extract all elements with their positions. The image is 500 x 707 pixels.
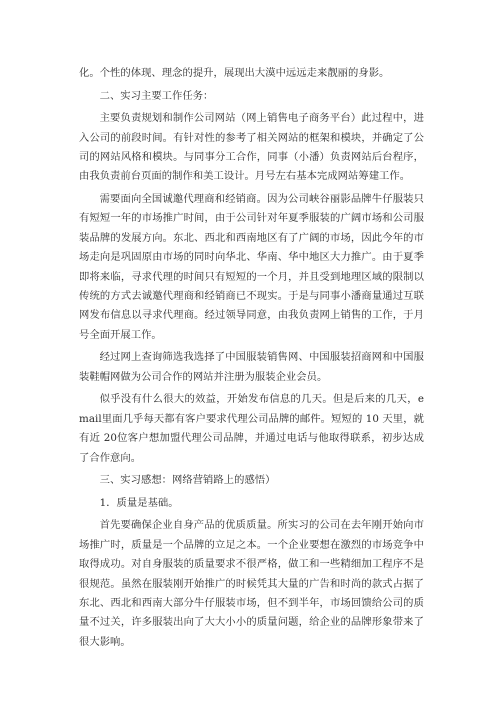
subsection-heading: 1．质量是基础。	[99, 496, 179, 509]
paragraph: 经过网上查询筛选我选择了中国服装销售网、中国服装招商网和中国服装鞋帽网做为公司合作的网站并注册为服装企业会员。	[79, 351, 424, 383]
paragraph: 似乎没有什么很大的效益，开始发布信息的几天。但是后来的几天，email里面几乎每天都有客户要求代理公司品牌的邮件。短短的 10 天里，就有近 20位客户想加盟代理公司品牌，并通过电话与他取得联系，初步达成了合作意向。	[79, 393, 424, 464]
paragraph: 化。个性的体现、理念的提升，展现出大漠中远远走来靓丽的身影。	[79, 67, 390, 79]
paragraph: 需要面向全国诚邀代理商和经销商。因为公司峡谷丽影品牌牛仔服装只有短短一年的市场推广时间，由于公司针对年夏季服装的广阔市场和公司服装品牌的发展方向。东北、西北和西南地区有了广阔的市场，因此今年的市场走向是巩固原由市场的同时向华北、华南、华中地区大力推广。由于夏季即将来临，寻求代理的时间只有短短的一个月，并且受到地理区域的限制以传统的方式去诚邀代理商和经销商已不现实。于是与同事小潘商量通过互联网发布信息以寻求代理商。经过领导同意，由我负责网上销售的工作，于月号全面开展工作。	[79, 193, 424, 341]
paragraph: 主要负责规划和制作公司网站（网上销售电子商务平台）此过程中，进入公司的前段时间。有针对性的参考了相关网站的框架和模块，并确定了公司的网站风格和模块。与同事分工合作，同事（小潘）负责网站后台程序，由我负责前台页面的制作和美工设计。月号左右基本完成网站筹建工作。	[79, 112, 424, 183]
document-body	[79, 64, 424, 655]
paragraph: 首先要确保企业自身产品的优质质量。所实习的公司在去年刚开始向市场推广时，质量是一个品牌的立足之本。一个企业要想在激烈的市场竞争中取得成功。对自身服装的质量要求不很严格，做工和一些精细加工程序不是很规范。虽然在服装刚开始推广的时候凭其大量的广告和时尚的款式占据了东北、西北和西南大部分牛仔服装市场，但不到半年，市场回馈给公司的质量不过关，许多服装出向了大大小小的质量问题，给企业的品牌形象带来了很大影响。	[79, 519, 424, 648]
section-heading: 二、实习主要工作任务：	[99, 89, 214, 102]
section-heading: 三、实习感想：网络营销路上的感悟）	[99, 474, 276, 487]
